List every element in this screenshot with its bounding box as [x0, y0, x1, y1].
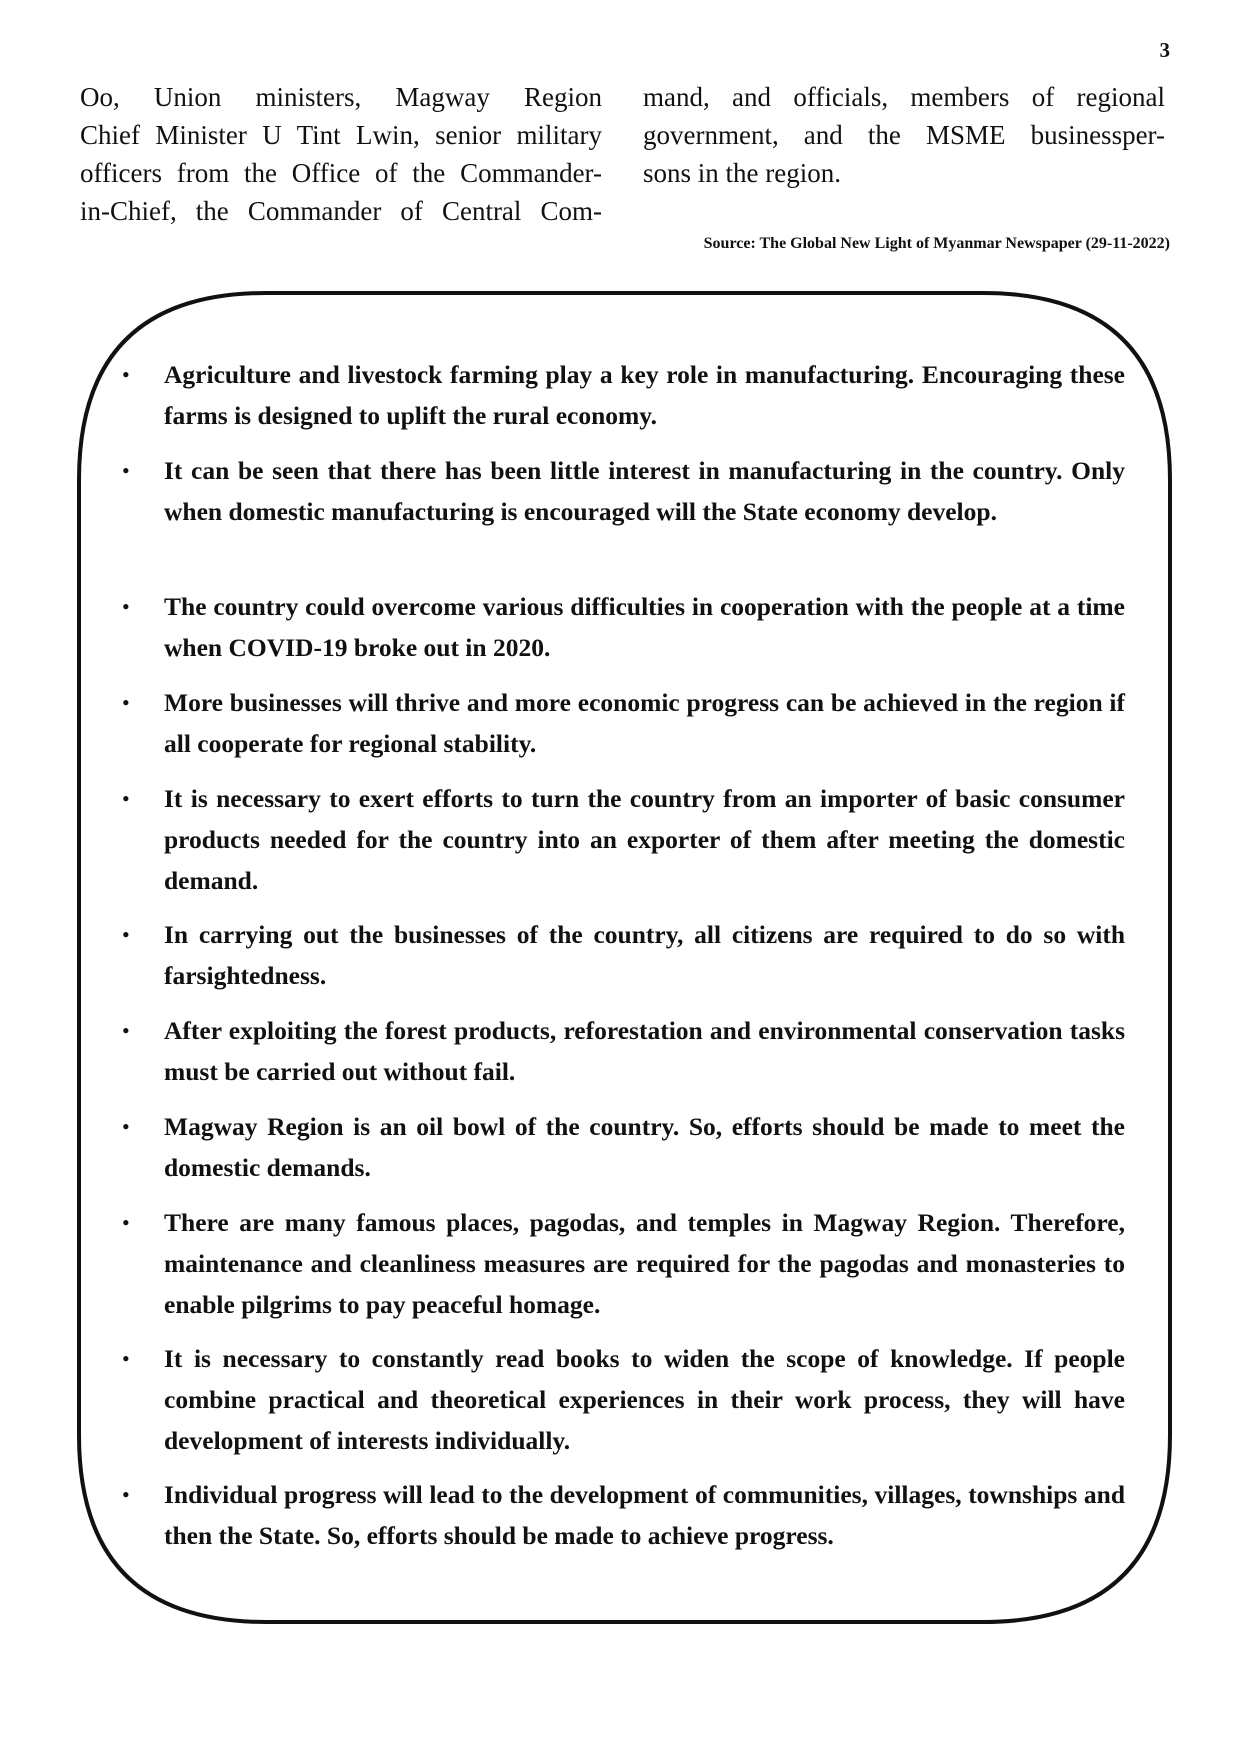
- bullet-icon: •: [122, 362, 130, 387]
- bullet-icon: •: [122, 1210, 130, 1235]
- page-number: 3: [1159, 38, 1170, 62]
- list-item-text: The country could overcome various difficulties in cooperation with the people at a time when COVID-19 broke out in 2020.: [164, 592, 1125, 662]
- bullet-icon: •: [122, 1346, 130, 1371]
- bullet-icon: •: [122, 1018, 130, 1043]
- list-item-text: Agriculture and livestock farming play a key role in manufacturing. Encouraging these farms is designed to uplift the rural economy.: [164, 360, 1125, 430]
- intro-line: sons in the region.: [643, 158, 841, 188]
- bullet-icon: •: [122, 1114, 130, 1139]
- source-citation: Source: The Global New Light of Myanmar Newspaper (29-11-2022): [703, 235, 1170, 252]
- bullet-icon: •: [122, 458, 130, 483]
- intro-line: in-Chief, the Commander of Central Com-: [80, 196, 602, 226]
- bullet-icon: •: [122, 786, 130, 811]
- intro-line: officers from the Office of the Commander-: [80, 158, 602, 188]
- key-points-list: [76, 290, 1173, 1625]
- list-item-text: It is necessary to exert efforts to turn the country from an importer of basic consumer products needed for the country into an exporter of them after meeting the domestic demand.: [164, 784, 1125, 895]
- intro-line: mand, and officials, members of regional: [643, 82, 1165, 112]
- list-item-text: It is necessary to constantly read books to widen the scope of knowledge. If people combine practical and theoretical experiences in their work process, they will have development of interests individually.: [164, 1344, 1125, 1455]
- intro-text: [80, 78, 1170, 253]
- list-item-text: After exploiting the forest products, reforestation and environmental conservation tasks must be carried out without fail.: [164, 1016, 1125, 1086]
- list-item-text: Magway Region is an oil bowl of the country. So, efforts should be made to meet the domestic demands.: [164, 1112, 1125, 1182]
- list-item-text: There are many famous places, pagodas, and temples in Magway Region. Therefore, maintenance and cleanliness measures are required for the pagodas and monasteries to enable pilgrims to pay peaceful homage.: [164, 1208, 1125, 1319]
- bullet-icon: •: [122, 594, 130, 619]
- key-points-box: [76, 290, 1173, 1625]
- list-item-text: More businesses will thrive and more economic progress can be achieved in the region if all cooperate for regional stability.: [164, 688, 1125, 758]
- list-item-text: In carrying out the businesses of the country, all citizens are required to do so with farsightedness.: [164, 920, 1125, 990]
- intro-line: Oo, Union ministers, Magway Region: [80, 82, 602, 112]
- bullet-icon: •: [122, 922, 130, 947]
- bullet-icon: •: [122, 1482, 130, 1507]
- bullet-icon: •: [122, 690, 130, 715]
- intro-right-column: [643, 78, 1165, 192]
- intro-line: government, and the MSME businessper-: [643, 120, 1165, 150]
- intro-line: Chief Minister U Tint Lwin, senior military: [80, 120, 602, 150]
- list-item-text: It can be seen that there has been little interest in manufacturing in the country. Only when domestic manufacturing is encouraged will the State economy develop.: [164, 456, 1125, 526]
- intro-left-column: [80, 78, 602, 230]
- list-item-text: Individual progress will lead to the development of communities, villages, townships and then the State. So, efforts should be made to achieve progress.: [164, 1480, 1125, 1550]
